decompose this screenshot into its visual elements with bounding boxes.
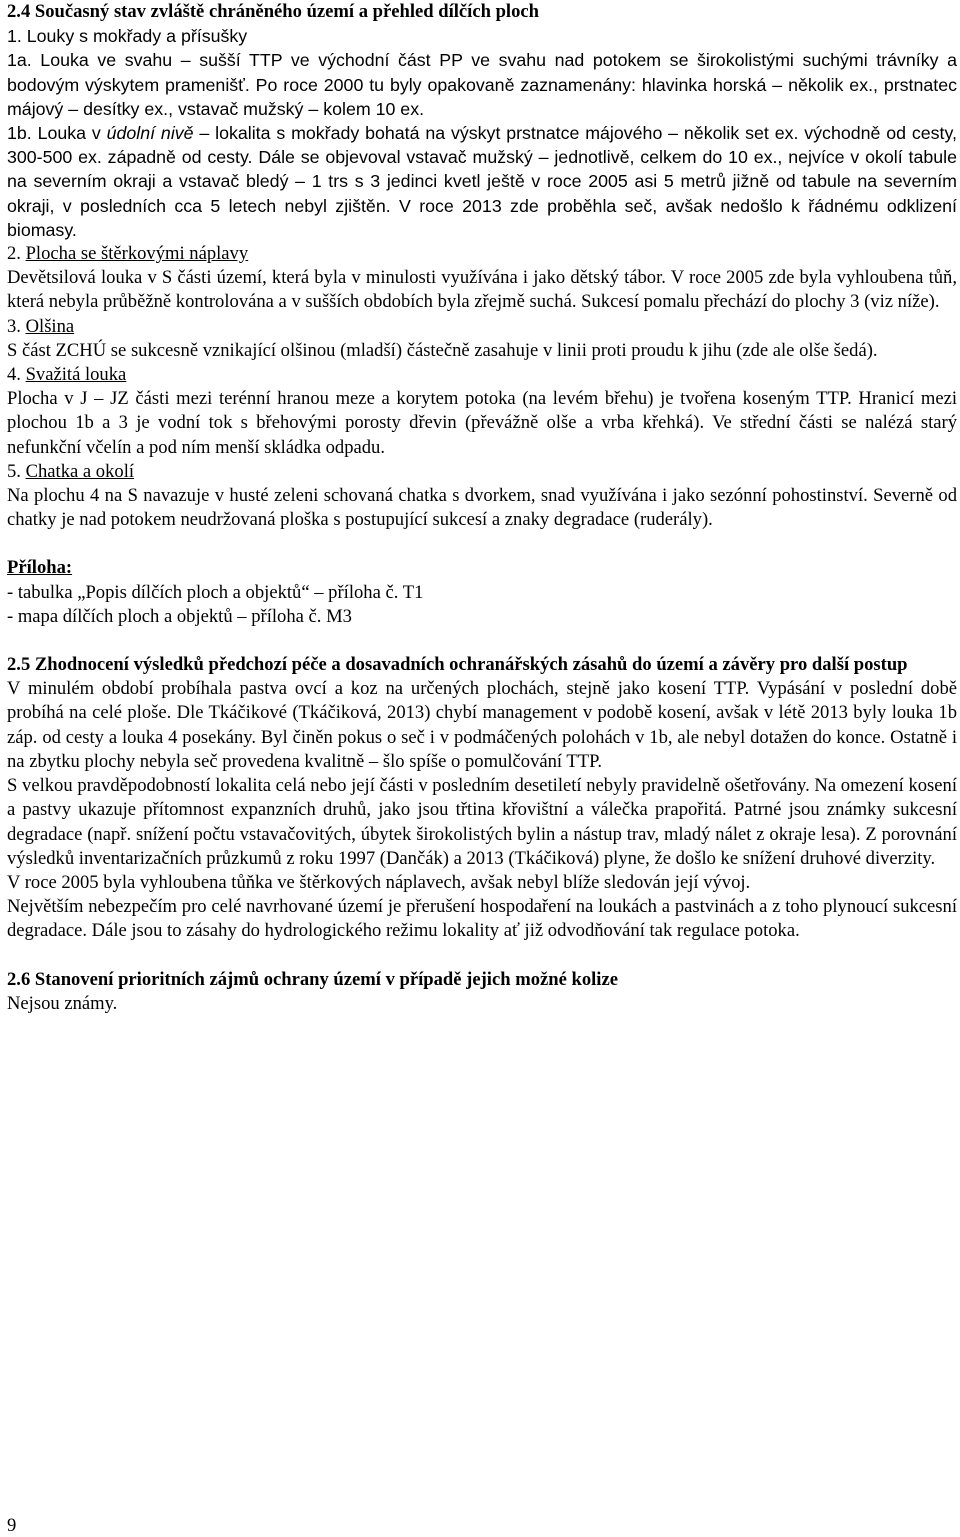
subsection-4-title: Svažitá louka xyxy=(25,364,127,386)
subsection-title-4 xyxy=(7,363,957,387)
appendix-item-2: - mapa dílčích ploch a objektů – příloha č. M3 xyxy=(7,605,352,627)
paragraph-2-5-3: V roce 2005 byla vyhloubena tůňka ve štěrkových náplavech, avšak nebyl blíže sledován její vývoj. xyxy=(7,871,751,893)
paragraph-5: Na plochu 4 na S navazuje v husté zeleni schovaná chatka s dvorkem, snad využívána i jako sezónní pohostinství. Severně od chatky je nad potokem neudržovaná ploška s postupující sukcesí a znaky degradace (ruderály). xyxy=(7,485,957,531)
paragraph-1b xyxy=(7,121,957,242)
subsection-title-1: 1. Louky s mokřady a přísušky xyxy=(7,26,248,47)
paragraph-2: Devětsilová louka v S části území, která byla v minulosti využívána i jako dětský tábor. V roce 2005 zde byla vyhloubena tůň, která nebyla průběžně kontrolována a v sušších obdobích byla zřejmě suchá. Sukcesí pomalu přechází do plochy 3 (viz níže). xyxy=(7,267,957,313)
paragraph-2-5-2: S velkou pravděpodobností lokalita celá nebo její části v posledním desetiletí nebyly pravidelně ošetřovány. Na omezení kosení a pastvy ukazuje přítomnost expanzních druhů, jako jsou třtina křovištní a válečka prapořitá. Patrné jsou známky sukcesní degradace (např. snížení počtu vstavačovitých, úbytek širokolistých bylin a nástup trav, mladý nálet z okraje lesa). Z porovnání výsledků inventarizačních průzkumů z roku 1997 (Dančák) a 2013 (Tkáčiková) plyne, že došlo ke snížení druhové diverzity. xyxy=(7,775,957,869)
paragraph-1b-pre: 1b. Louka v xyxy=(7,123,107,144)
appendix-item-1: - tabulka „Popis dílčích ploch a objektů“ – příloha č. T1 xyxy=(7,581,424,603)
paragraph-1b-post: – lokalita s mokřady bohatá na výskyt prstnatce májového – několik set ex. východně od cesty, 300-500 ex. západně od cesty. Dále se objevoval vstavač mužský – jednotlivě, celkem do 10 ex., nejvíce v okolí tabule na severním okraji a vstavač bledý – 1 trs s 3 jedinci kvetl ještě v roce 2005 asi 5 metrů jižně od tabule na severním okraji, v posledních cca 5 letech nebyl zjištěn. V roce 2013 zde proběhla seč, avšak nedošlo k řádnému odklizení biomasy. xyxy=(7,123,957,240)
paragraph-3: S část ZCHÚ se sukcesně vznikající olšinou (mladší) částečně zasahuje v linii proti proudu k jihu (zde ale olše šedá). xyxy=(7,339,878,361)
subsection-title-5 xyxy=(7,460,957,484)
section-heading-2-6: 2.6 Stanovení prioritních zájmů ochrany území v případě jejich možné kolize xyxy=(7,968,618,990)
page-number: 9 xyxy=(7,1515,17,1536)
paragraph-4: Plocha v J – JZ části mezi terénní hranou meze a korytem potoka (na levém břehu) je tvořena koseným TTP. Hranicí mezi plochou 1b a 3 je vodní tok s břehovými porosty dřevin (převážně olše a vrba křehká). Ve střední části se nalézá starý nefunkční včelín a pod ním menší skládka odpadu. xyxy=(7,388,957,458)
section-heading-2-4: 2.4 Současný stav zvláště chráněného území a přehled dílčích ploch xyxy=(7,1,539,22)
subsection-3-title: Olšina xyxy=(25,315,75,337)
subsection-4-number: 4. xyxy=(7,364,26,386)
paragraph-1a: 1a. Louka ve svahu – sušší TTP ve východní část PP ve svahu nad potokem se širokolistými suchými trávníky a bodovým výskytem pramenišť. Po roce 2000 tu byly opakovaně zaznamenány: hlavinka horská – několik ex., prstnatec májový – desítky ex., vstavač mužský – kolem 10 ex. xyxy=(7,50,957,119)
subsection-3-number: 3. xyxy=(7,315,26,337)
document-page xyxy=(7,0,957,1016)
section-heading-2-5: 2.5 Zhodnocení výsledků předchozí péče a dosavadních ochranářských zásahů do území a závěry pro další postup xyxy=(7,654,908,676)
paragraph-2-5-4: Největším nebezpečím pro celé navrhované území je přerušení hospodaření na loukách a pastvinách a z toho plynoucí sukcesní degradace. Dále jsou to zásahy do hydrologického režimu lokality ať již odvodňování tak regulace potoka. xyxy=(7,896,957,942)
subsection-2-number: 2. xyxy=(7,243,26,265)
subsection-5-title: Chatka a okolí xyxy=(25,460,135,482)
subsection-5-number: 5. xyxy=(7,460,26,482)
appendix-title: Příloha: xyxy=(7,557,73,579)
paragraph-2-5-1: V minulém období probíhala pastva ovcí a koz na určených plochách, stejně jako kosení TTP. Vypásání v poslední době probíhá na celé ploše. Dle Tkáčikové (Tkáčiková, 2013) chybí management v podobě kosení, avšak v létě 2013 byly louka 1b záp. od cesty a louka 4 posekány. Byl činěn pokus o seč i v podmáčených polohách v 1b, ale nebyl dotažen do konce. Ostatně i na zbytku plochy nebyla seč provedena kvalitně – šlo spíše o pomulčování TTP. xyxy=(7,678,957,772)
subsection-title-2 xyxy=(7,242,957,266)
subsection-2-title: Plocha se štěrkovými náplavy xyxy=(25,243,249,265)
paragraph-2-6-1: Nejsou známy. xyxy=(7,992,118,1014)
subsection-title-3 xyxy=(7,315,957,339)
paragraph-1b-italic: údolní nivě xyxy=(106,123,194,144)
